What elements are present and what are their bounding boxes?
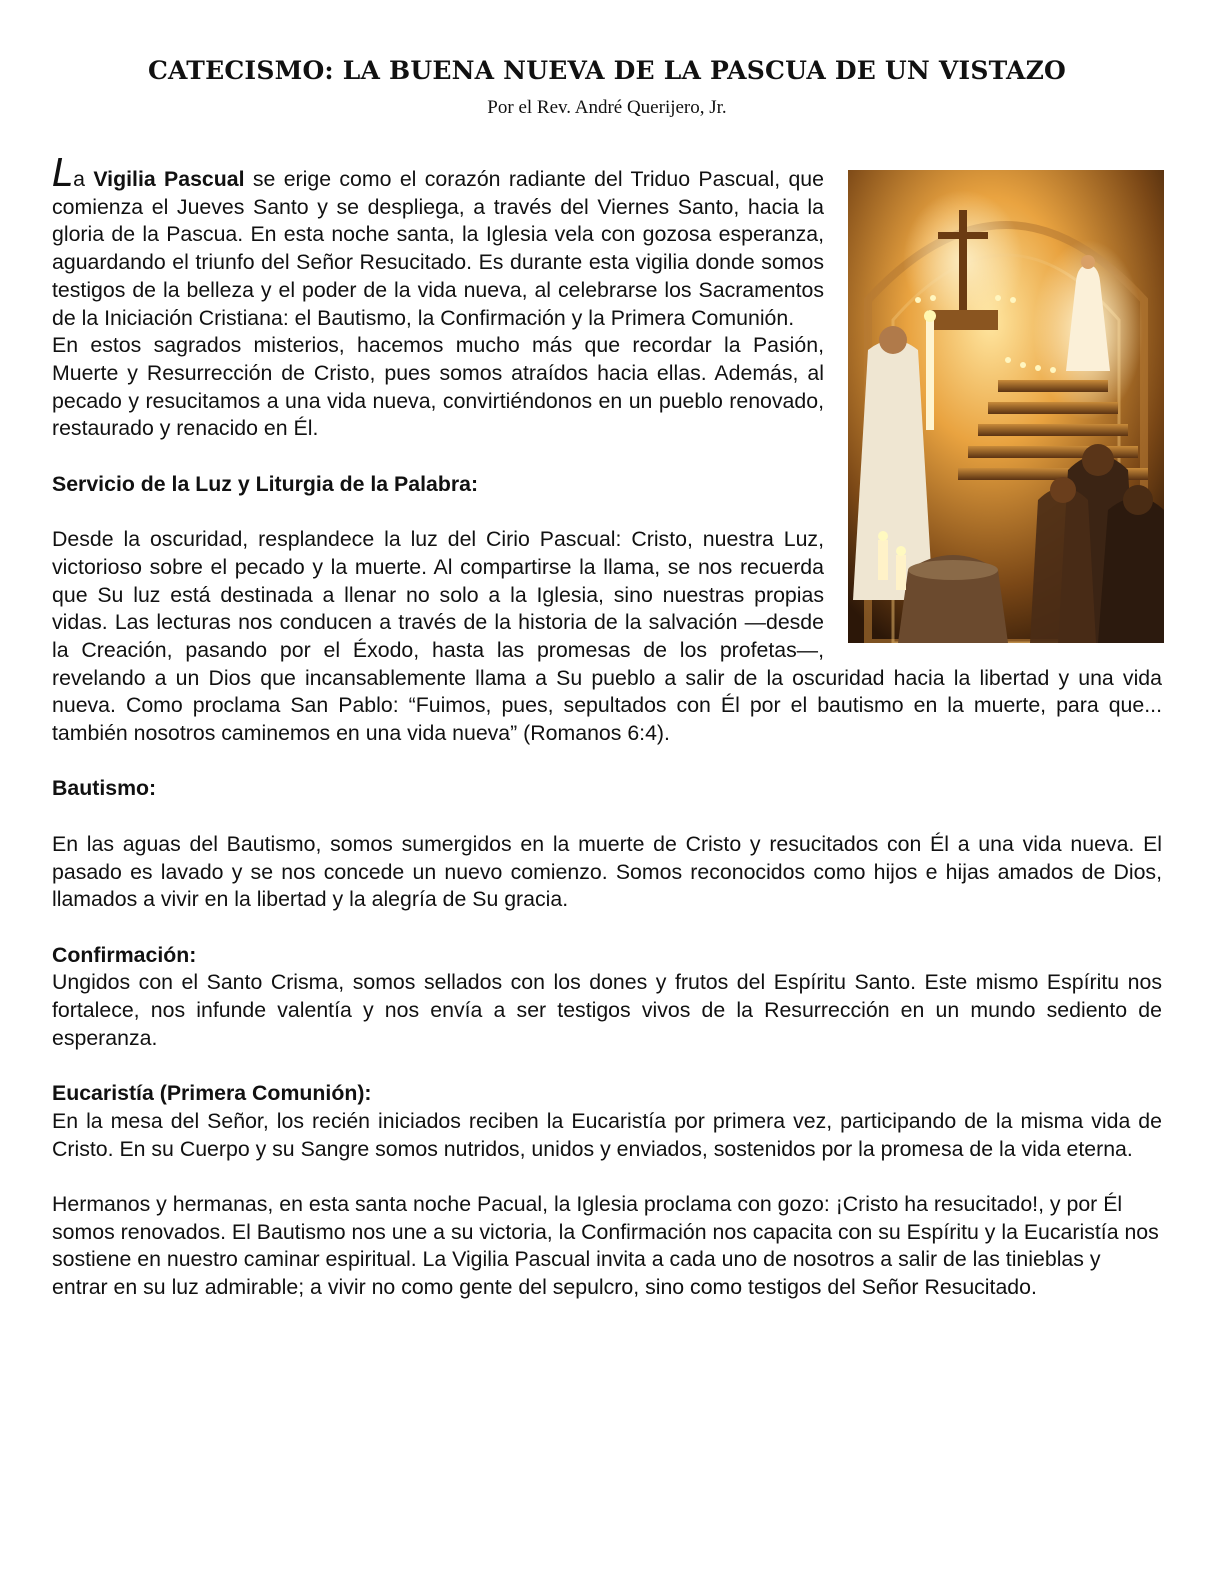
article-body	[52, 151, 1162, 1302]
heading-eucaristia: Eucaristía (Primera Comunión):	[52, 1081, 372, 1106]
intro-bold-term: Vigilia Pascual	[93, 167, 245, 191]
text-bautismo: En las aguas del Bautismo, somos sumergidos en la muerte de Cristo y resucitados con Él a una vida nueva. El pasado es lavado y se nos concede un nuevo comienzo. Somos reconocidos como hijos e hijas amados de Dios, llamados a vivir en la libertad y la alegría de Su gracia.	[52, 831, 1162, 912]
intro-paragraph-2: En estos sagrados misterios, hacemos mucho más que recordar la Pasión, Muerte y Resurrección de Cristo, pues somos atraídos hacia ellas. Además, al pecado y resucitamos a una vida nueva, convirtiéndonos en un pueblo renovado, restaurado y renacido en Él.	[52, 333, 824, 441]
drop-cap: L	[52, 151, 74, 195]
easter-vigil-illustration	[848, 170, 1164, 643]
text-eucaristia: En la mesa del Señor, los recién iniciados reciben la Eucaristía por primera vez, participando de la misma vida de Cristo. En su Cuerpo y su Sangre somos nutridos, unidos y enviados, sostenidos por la promesa de la vida eterna.	[52, 1108, 1162, 1161]
text-confirmacion: Ungidos con el Santo Crisma, somos sellados con los dones y frutos del Espíritu Santo. Este mismo Espíritu nos fortalece, nos infunde valentía y nos envía a ser testigos vivos de la Resurrección en un mundo sediento de esperanza.	[52, 970, 1162, 1050]
document-author: Por el Rev. André Querijero, Jr.	[487, 97, 727, 118]
heading-confirmacion: Confirmación:	[52, 942, 197, 967]
document-title: CATECISMO: LA BUENA NUEVA DE LA PASCUA DE UN VISTAZO	[147, 56, 1067, 85]
heading-luz: Servicio de la Luz y Liturgia de la Palabra:	[52, 471, 479, 496]
intro-paragraph: La Vigilia Pascual se erige como el corazón radiante del Triduo Pascual, que comienza el Jueves Santo y se despliega, a través del Viernes Santo, hacia la gloria de la Pascua. En esta noche santa, la Iglesia vela con gozosa esperanza, aguardando el triunfo del Señor Resucitado. Es durante esta vigilia donde somos testigos de la belleza y el poder de la vida nueva, al celebrarse los Sacramentos de la Iniciación Cristiana: el Bautismo, la Confirmación y la Primera Comunión.	[52, 151, 824, 330]
heading-bautismo: Bautismo:	[52, 776, 157, 801]
text-luz: Desde la oscuridad, resplandece la luz del Cirio Pascual: Cristo, nuestra Luz, victorioso sobre el pecado y la muerte. Al compartirse la llama, se nos recuerda que Su luz está destinada a llenar no solo a la Iglesia, sino nuestras propias vidas. Las lecturas nos conducen a través de la historia de la salvación —desde la Creación, pasando por el Éxodo, hasta las promesas de los profetas—, revelando a un Dios que incansablemente llama a Su pueblo a salir de la oscuridad hacia la libertad y una vida nueva. Como proclama San Pablo: “Fuimos, pues, sepultados con Él por el bautismo en la muerte, para que... también nosotros caminemos en una vida nueva” (Romanos 6:4).	[52, 527, 1162, 746]
page	[52, 0, 1162, 1584]
closing-paragraph: Hermanos y hermanas, en esta santa noche Pacual, la Iglesia proclama con gozo: ¡Cristo ha resucitado!, y por Él somos renovados. El Bautismo nos une a su victoria, la Confirmación nos capacita con su Espíritu y la Eucaristía nos sostiene en nuestro caminar espiritual. La Vigilia Pascual invita a cada uno de nosotros a salir de las tinieblas y entrar en su luz admirable; a vivir no como gente del sepulcro, sino como testigos del Señor Resucitado.	[52, 1191, 1159, 1300]
